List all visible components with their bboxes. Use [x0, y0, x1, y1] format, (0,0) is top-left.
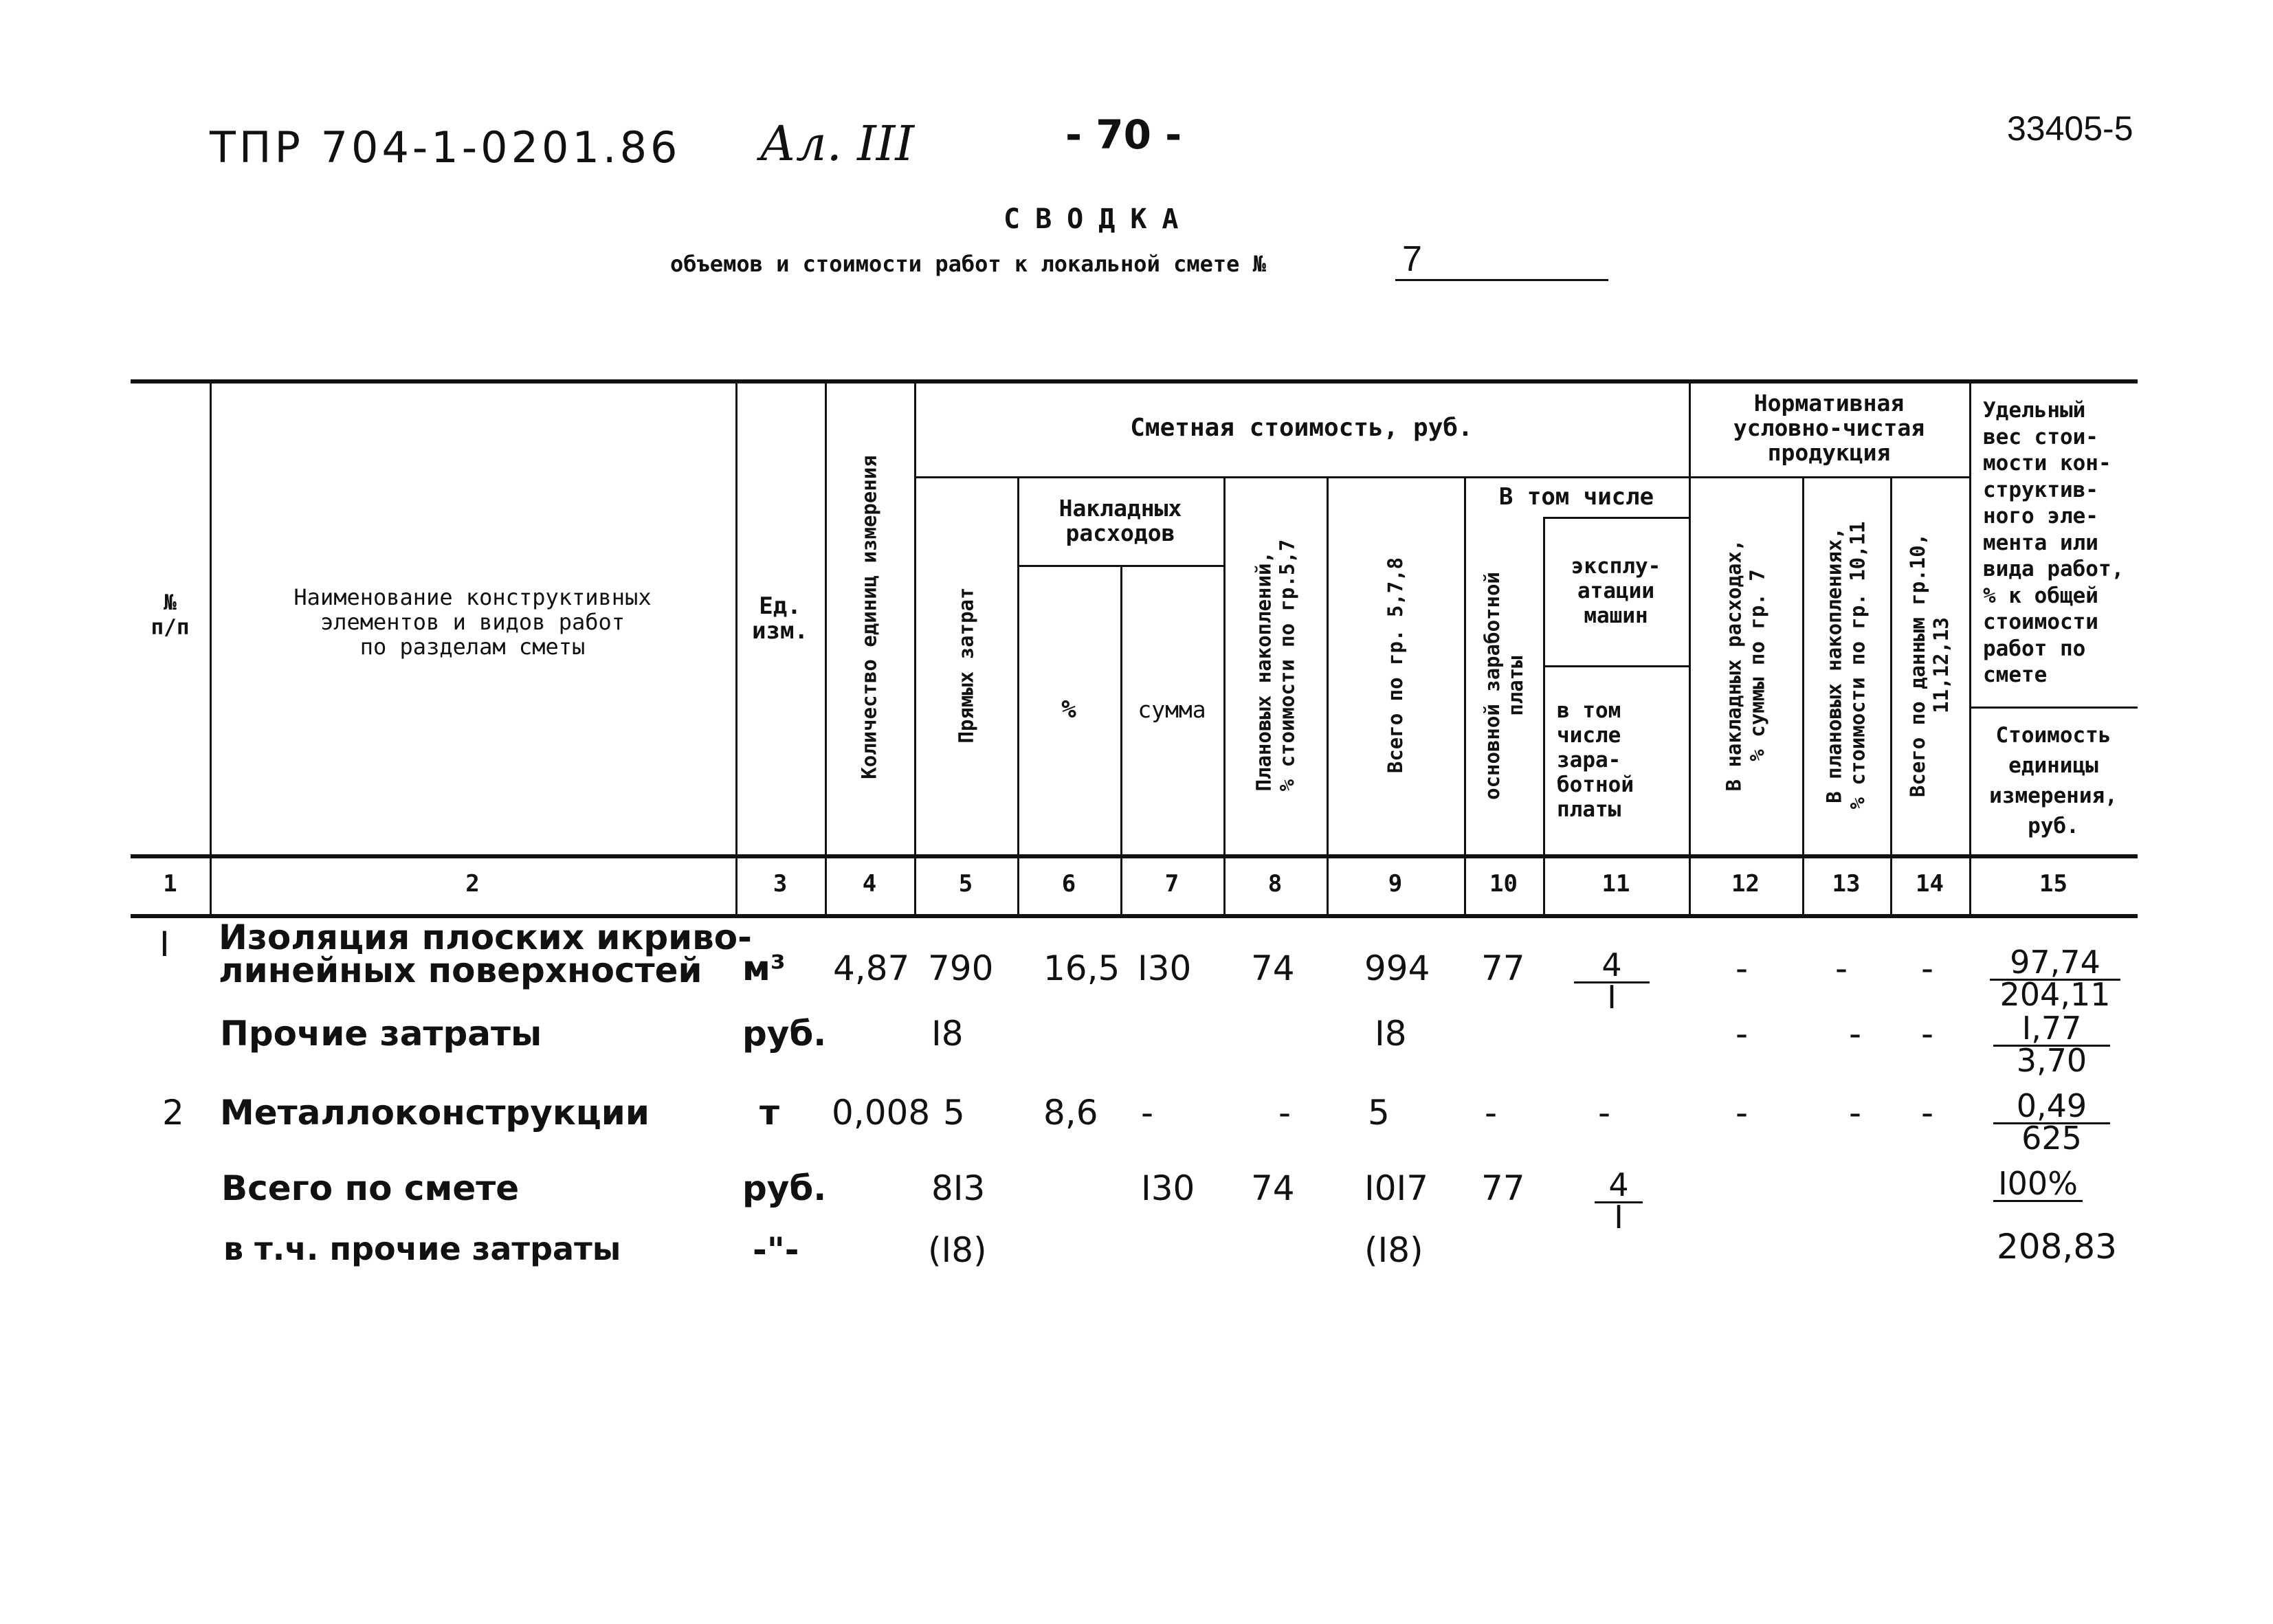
- row-total: 5: [1368, 1093, 1390, 1133]
- row-share: $\frac{I,77}{3,70}$: [1993, 1012, 2110, 1074]
- header-name: Наименование конструктивных элементов и видов работ по разделам сметы: [293, 584, 652, 660]
- col-number: 1: [163, 870, 177, 898]
- header-direct-costs: Прямых затрат: [954, 587, 978, 744]
- row-overhead-sum: I30: [1138, 948, 1192, 988]
- header-number: № п/п: [151, 590, 190, 640]
- header-machine-wage: в том числе зара- ботной платы: [1557, 698, 1634, 822]
- row-unit-cost: 208,83: [1997, 1227, 2117, 1267]
- page-number: - 70 -: [1065, 111, 1182, 158]
- row-quantity: 4,87: [833, 948, 910, 988]
- header-unit-cost: Стоимость единицы измерения, руб.: [1989, 722, 2118, 838]
- col-number: 15: [2039, 870, 2067, 898]
- header-planned-savings: Плановых накоплений, % стоимости по гр.5,7: [1252, 539, 1298, 792]
- col-number: 9: [1388, 870, 1403, 898]
- header-norm-total: Всего по данным гр.10, 11,12,13: [1906, 533, 1953, 798]
- col-number: 10: [1489, 870, 1518, 898]
- row-quantity: 0,008: [832, 1093, 931, 1133]
- row-share: $\frac{0,49}{625}$: [1993, 1089, 2110, 1152]
- row-total: I8: [1375, 1014, 1407, 1054]
- row-norm-overhead: -: [1736, 1093, 1749, 1133]
- header-overhead-sum: сумма: [1138, 696, 1206, 723]
- row-machine-operation: $\frac{4}{I}$: [1574, 948, 1650, 1011]
- col-number: 13: [1832, 870, 1861, 898]
- row-total: (I8): [1364, 1230, 1423, 1270]
- header-norm-planned: В плановых накоплениях, % стоимости по гр. 10,11: [1823, 521, 1870, 810]
- col-number: 11: [1601, 870, 1630, 898]
- row-norm-planned: -: [1849, 1093, 1862, 1133]
- row-direct-costs: 8I3: [931, 1168, 986, 1208]
- row-unit: руб.: [742, 1168, 827, 1208]
- row-planned-savings: 74: [1251, 948, 1295, 988]
- album-label: Ал. III: [759, 115, 915, 172]
- row-direct-costs: 790: [928, 948, 994, 988]
- header-including: В том числе: [1498, 482, 1654, 511]
- row-direct-costs: I8: [931, 1014, 964, 1054]
- col-number: 7: [1164, 870, 1179, 898]
- row-direct-costs: (I8): [928, 1230, 987, 1270]
- row-overhead-sum: -: [1141, 1093, 1154, 1133]
- row-share: I00%: [1993, 1167, 2083, 1202]
- col-number: 14: [1916, 870, 1944, 898]
- page-subtitle: объемов и стоимости работ к локальной смете №: [670, 251, 1266, 277]
- row-overhead-percent: 8,6: [1043, 1093, 1098, 1133]
- row-basic-wage: 77: [1481, 1168, 1525, 1208]
- row-norm-planned: -: [1835, 948, 1848, 988]
- row-name-continued: линейных поверхностей: [219, 950, 702, 990]
- document-number: 33405-5: [2007, 109, 2133, 148]
- row-norm-overhead: -: [1736, 948, 1749, 988]
- page-title: СВОДКА: [1004, 203, 1194, 235]
- row-direct-costs: 5: [943, 1093, 965, 1133]
- row-machine-operation: $\frac{4}{I}$: [1595, 1168, 1643, 1231]
- header-quantity: Количество единиц измерения: [858, 454, 881, 779]
- header-overhead: Накладных расходов: [1058, 494, 1182, 546]
- row-number: 2: [162, 1093, 184, 1133]
- row-overhead-percent: 16,5: [1043, 948, 1120, 988]
- row-name: в т.ч. прочие затраты: [223, 1230, 621, 1267]
- row-unit: т: [759, 1093, 779, 1133]
- header-norm-overhead: В накладных расходах, % суммы по гр. 7: [1722, 539, 1769, 792]
- row-norm-total: -: [1921, 1014, 1934, 1054]
- col-number: 6: [1061, 870, 1076, 898]
- document-code: ТПР 704-1-0201.86: [210, 122, 681, 173]
- col-number: 12: [1731, 870, 1760, 898]
- header-machine-operation: эксплу- атации машин: [1571, 554, 1661, 628]
- row-norm-overhead: -: [1736, 1014, 1749, 1054]
- row-name: Изоляция плоских икриво-: [219, 917, 752, 957]
- row-planned-savings: -: [1278, 1093, 1291, 1133]
- row-name: Металлоконструкции: [220, 1093, 650, 1133]
- row-basic-wage: 77: [1481, 948, 1525, 988]
- row-total: I0I7: [1364, 1168, 1429, 1208]
- header-normative-production: Нормативная условно-чистая продукция: [1733, 389, 1925, 466]
- col-number: 5: [958, 870, 973, 898]
- row-overhead-sum: I30: [1141, 1168, 1195, 1208]
- estimate-number: 7: [1395, 239, 1608, 281]
- row-name: Прочие затраты: [220, 1014, 542, 1054]
- header-total: Всего по гр. 5,7,8: [1384, 557, 1407, 774]
- row-share: $\frac{97,74}{204,11}$: [1990, 946, 2120, 1008]
- col-number: 3: [773, 870, 788, 898]
- row-name: Всего по смете: [221, 1168, 520, 1208]
- col-number: 8: [1267, 870, 1283, 898]
- col-number: 4: [862, 870, 877, 898]
- header-specific-weight: Удельный вес стои- мости кон- структив- ного эле- мента или вида работ, % к общей стоимости работ по смете: [1983, 398, 2125, 687]
- row-norm-total: -: [1921, 1093, 1934, 1133]
- row-number: I: [159, 924, 170, 964]
- row-planned-savings: 74: [1251, 1168, 1295, 1208]
- row-norm-planned: -: [1849, 1014, 1862, 1054]
- row-unit: руб.: [742, 1014, 827, 1054]
- col-number: 2: [465, 870, 480, 898]
- row-norm-total: -: [1921, 948, 1934, 988]
- header-estimated-cost: Сметная стоимость, руб.: [1130, 413, 1473, 442]
- header-basic-wage: основной заработной платы: [1480, 571, 1527, 800]
- row-unit: м³: [742, 948, 786, 988]
- row-total: 994: [1364, 948, 1430, 988]
- row-machine-operation: -: [1598, 1093, 1611, 1133]
- header-unit: Ед. изм.: [752, 592, 808, 645]
- row-basic-wage: -: [1485, 1093, 1498, 1133]
- header-overhead-percent: %: [1061, 695, 1076, 724]
- row-unit: -"-: [753, 1230, 799, 1270]
